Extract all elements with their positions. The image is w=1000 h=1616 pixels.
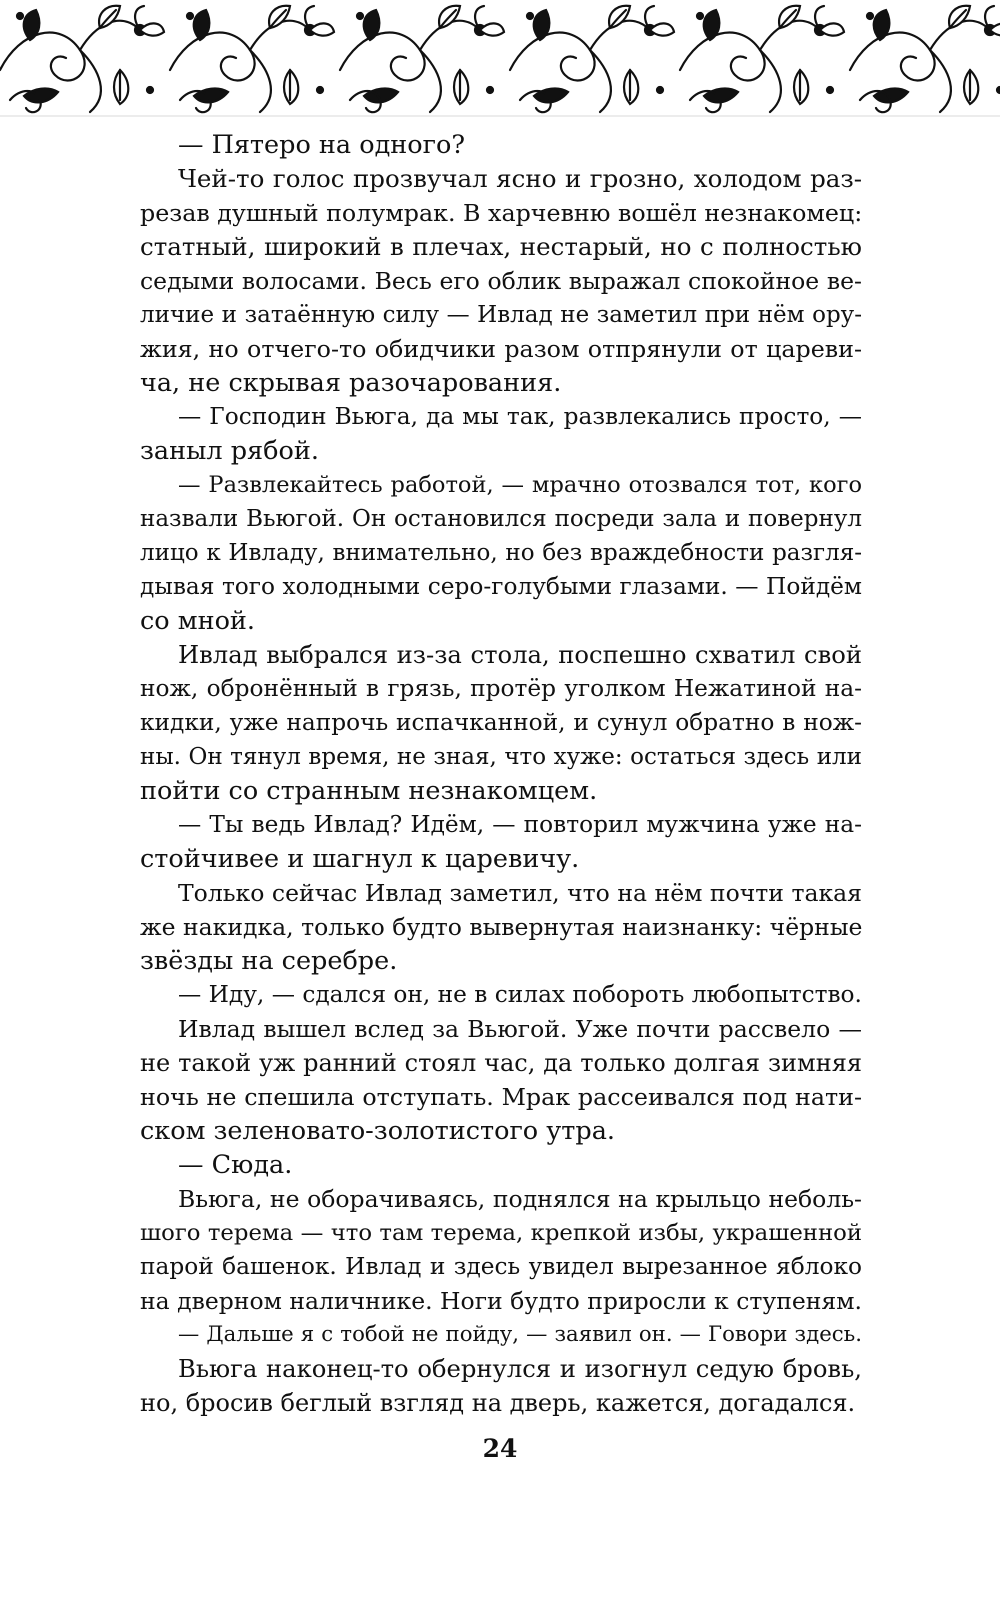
body-text <box>140 128 862 1420</box>
text-line: ны. Он тянул время, не зная, что хуже: остаться здесь или <box>140 744 862 770</box>
text-line: Вьюга, не оборачиваясь, поднялся на крыльцо неболь- <box>178 1185 862 1213</box>
text-line: жия, но отчего-то обидчики разом отпрянули от цареви- <box>140 335 862 363</box>
text-line: ча, не скрывая разочарования. <box>140 368 562 398</box>
text-line: Ивлад вышел вслед за Вьюгой. Уже почти рассвело — <box>178 1015 862 1043</box>
text-line: парой башенок. Ивлад и здесь увидел вырезанное яблоко <box>140 1253 862 1280</box>
text-line: стойчивее и шагнул к царевичу. <box>140 844 580 874</box>
text-line: статный, широкий в плечах, нестарый, но с полностью <box>140 232 862 261</box>
text-line: на дверном наличнике. Ноги будто приросли к ступеням. <box>140 1287 862 1315</box>
floral-header-ornament <box>0 0 1000 118</box>
text-line: ском зеленовато-золотистого утра. <box>140 1116 615 1146</box>
text-line: Чей-то голос прозвучал ясно и грозно, холодом раз- <box>178 164 862 193</box>
text-line: пойти со странным незнакомцем. <box>140 776 598 806</box>
text-line: личие и затаённую силу — Ивлад не заметил при нём ору- <box>140 302 862 328</box>
text-line: заныл рябой. <box>140 436 319 466</box>
text-line: не такой уж ранний стоял час, да только долгая зимняя <box>140 1049 862 1077</box>
text-line: же накидка, только будто вывернутая наизнанку: чёрные <box>140 913 863 941</box>
text-line: — Пятеро на одного? <box>178 130 465 160</box>
text-line: седыми волосами. Весь его облик выражал спокойное ве- <box>140 267 862 295</box>
text-line: резав душный полумрак. В харчевню вошёл незнакомец: <box>140 199 863 227</box>
text-line: Только сейчас Ивлад заметил, что на нём почти такая <box>178 879 862 907</box>
text-line: шого терема — что там терема, крепкой избы, украшенной <box>140 1220 862 1246</box>
text-line: — Дальше я с тобой не пойду, — заявил он. — Говори здесь. <box>178 1322 862 1347</box>
text-line: Ивлад выбрался из-за стола, поспешно схватил свой <box>178 640 862 669</box>
page-number: 24 <box>482 1434 518 1463</box>
text-line: назвали Вьюгой. Он остановился посреди зала и повернул <box>140 506 862 532</box>
text-line: Вьюга наконец-то обернулся и изогнул седую бровь, <box>178 1354 862 1383</box>
text-line: лицо к Ивладу, внимательно, но без враждебности разгля- <box>140 540 862 566</box>
text-line: но, бросив беглый взгляд на дверь, кажется, догадался. <box>140 1389 856 1417</box>
text-line: — Господин Вьюга, да мы так, развлекались просто, — <box>178 403 862 430</box>
text-line: нож, обронённый в грязь, протёр уголком Нежатиной на- <box>140 675 862 702</box>
text-line: со мной. <box>140 606 256 636</box>
text-line: ночь не спешила отступать. Мрак рассеивался под нати- <box>140 1083 862 1111</box>
text-line: звёзды на серебре. <box>140 946 398 976</box>
text-line: кидки, уже напрочь испачканной, и сунул обратно в нож- <box>140 709 862 736</box>
text-line: дывая того холодными серо-голубыми глазами. — Пойдём <box>140 573 862 600</box>
text-line: — Развлекайтесь работой, — мрачно отозвался тот, кого <box>178 472 862 498</box>
text-line: — Иду, — сдался он, не в силах побороть любопытство. <box>178 981 862 1008</box>
floral-vine-icon <box>0 0 1000 118</box>
text-line: — Сюда. <box>178 1150 293 1180</box>
text-line: — Ты ведь Ивлад? Идём, — повторил мужчина уже на- <box>178 811 862 838</box>
